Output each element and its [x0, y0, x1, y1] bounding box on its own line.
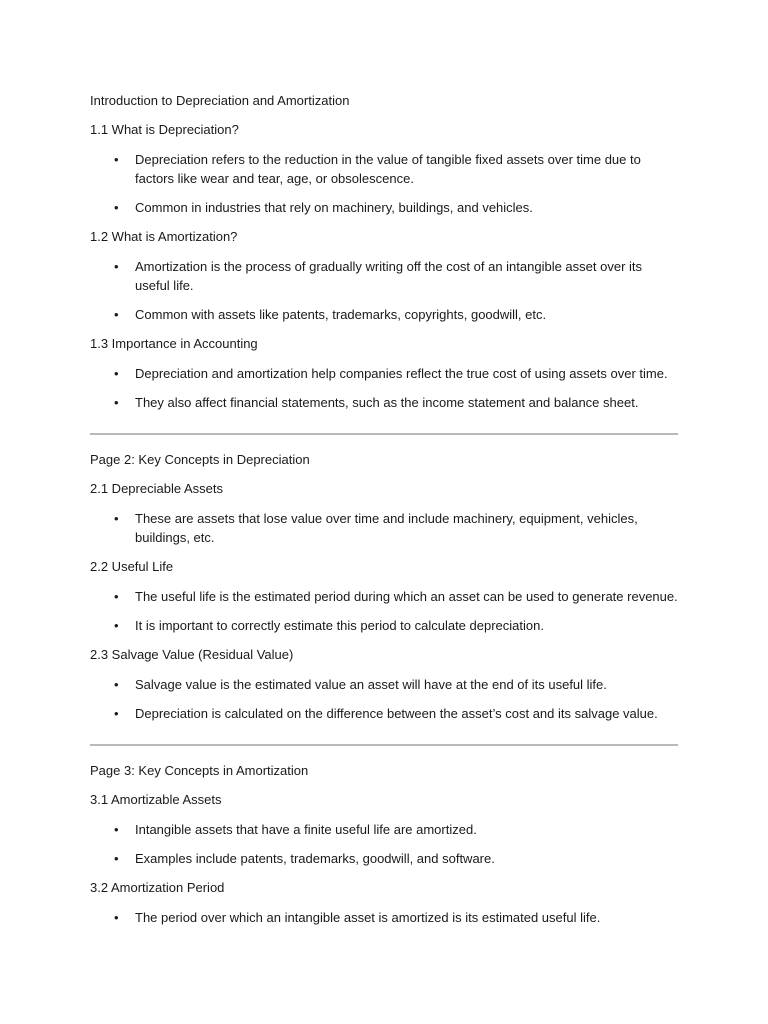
list-item [90, 257, 678, 295]
list-item [90, 820, 678, 839]
list-item [90, 908, 678, 927]
section-heading-1-2: 1.2 What is Amortization? [90, 229, 238, 244]
list-item [90, 150, 678, 188]
bullet-glyph: • [114, 589, 119, 604]
list-item-text: These are assets that lose value over time and include machinery, equipment, vehicles, buildings, etc. [135, 511, 638, 545]
bullet-glyph: • [114, 910, 119, 925]
list-item-text: It is important to correctly estimate this period to calculate depreciation. [135, 618, 544, 633]
list-item [90, 849, 678, 868]
bullet-list-3-2 [90, 908, 678, 927]
section-heading-1-3: 1.3 Importance in Accounting [90, 336, 258, 351]
bullet-glyph: • [114, 851, 119, 866]
section-heading-2-2: 2.2 Useful Life [90, 559, 174, 574]
bullet-glyph: • [114, 706, 119, 721]
bullet-list-1-1 [90, 150, 678, 217]
bullet-glyph: • [114, 618, 119, 633]
bullet-glyph: • [114, 822, 119, 837]
bullet-list-1-2 [90, 257, 678, 324]
page-divider [90, 433, 678, 435]
bullet-list-2-2 [90, 587, 678, 635]
list-item [90, 393, 678, 412]
page-2-title: Page 2: Key Concepts in Depreciation [90, 452, 310, 467]
list-item [90, 704, 678, 723]
bullet-glyph: • [114, 307, 119, 322]
list-item-text: Common in industries that rely on machinery, buildings, and vehicles. [135, 200, 533, 215]
bullet-glyph: • [114, 395, 119, 410]
page-divider [90, 744, 678, 746]
bullet-glyph: • [114, 677, 119, 692]
list-item-text: Depreciation and amortization help companies reflect the true cost of using assets over time. [135, 366, 668, 381]
list-item [90, 616, 678, 635]
list-item [90, 364, 678, 383]
section-heading-2-3: 2.3 Salvage Value (Residual Value) [90, 647, 294, 662]
list-item-text: The period over which an intangible asset is amortized is its estimated useful life. [135, 910, 601, 925]
list-item [90, 305, 678, 324]
bullet-list-2-3 [90, 675, 678, 723]
list-item-text: Examples include patents, trademarks, goodwill, and software. [135, 851, 495, 866]
bullet-glyph: • [114, 152, 119, 167]
list-item [90, 675, 678, 694]
list-item [90, 509, 678, 547]
list-item-text: They also affect financial statements, such as the income statement and balance sheet. [135, 395, 639, 410]
list-item-text: Depreciation refers to the reduction in the value of tangible fixed assets over time due to factors like wear and tear, age, or obsolescence. [135, 152, 641, 186]
list-item-text: Salvage value is the estimated value an asset will have at the end of its useful life. [135, 677, 607, 692]
section-heading-3-2: 3.2 Amortization Period [90, 880, 225, 895]
list-item-text: Amortization is the process of gradually writing off the cost of an intangible asset over its useful life. [135, 259, 643, 293]
list-item-text: Depreciation is calculated on the difference between the asset’s cost and its salvage value. [135, 706, 658, 721]
bullet-glyph: • [114, 366, 119, 381]
section-heading-2-1: 2.1 Depreciable Assets [90, 481, 223, 496]
page-3-title: Page 3: Key Concepts in Amortization [90, 763, 309, 778]
bullet-glyph: • [114, 511, 119, 526]
section-heading-1-1: 1.1 What is Depreciation? [90, 122, 239, 137]
list-item-text: The useful life is the estimated period during which an asset can be used to generate revenue. [135, 589, 678, 604]
bullet-list-1-3 [90, 364, 678, 412]
bullet-list-3-1 [90, 820, 678, 868]
bullet-list-2-1 [90, 509, 678, 547]
document-title: Introduction to Depreciation and Amortization [90, 93, 350, 108]
bullet-glyph: • [114, 200, 119, 215]
list-item-text: Common with assets like patents, trademarks, copyrights, goodwill, etc. [135, 307, 547, 322]
section-heading-3-1: 3.1 Amortizable Assets [90, 792, 222, 807]
list-item [90, 198, 678, 217]
list-item [90, 587, 678, 606]
list-item-text: Intangible assets that have a finite useful life are amortized. [135, 822, 477, 837]
bullet-glyph: • [114, 259, 119, 274]
